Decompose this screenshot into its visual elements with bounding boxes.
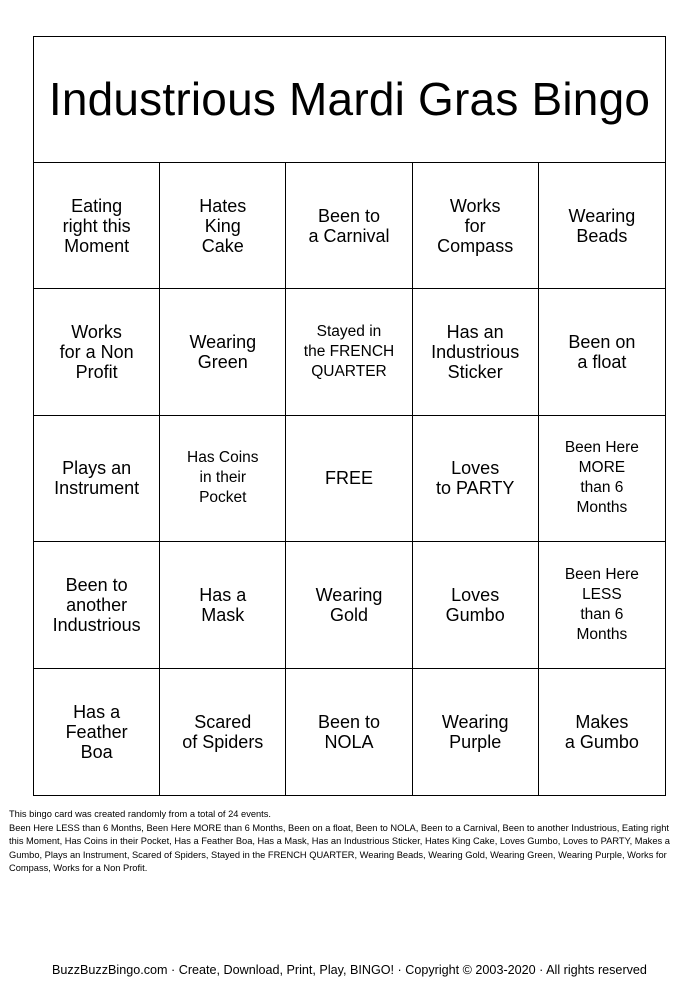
cell-text: Been to another Industrious: [52, 574, 141, 635]
bingo-cell: [286, 289, 412, 415]
bingo-cell: [160, 289, 286, 415]
bingo-cell: [413, 289, 539, 415]
bingo-cell: [286, 669, 412, 795]
cell-text: Been to a Carnival: [308, 205, 390, 246]
bingo-cell: [413, 416, 539, 542]
info-event-list: Been Here LESS than 6 Months, Been Here MORE than 6 Months, Been on a float, Been to NOLA, Been to a Carnival, Been to another Industrious, Eating right this Moment, Has Coins in their Pocket, Has a Feather Boa, Has a Mask, Has an Industrious Sticker, Hates King Cake, Loves Gumbo, Loves to PARTY, Makes a Gumbo, Plays an Instrument, Scared of Spiders, Stayed in the FRENCH QUARTER, Wearing Beads, Wearing Gold, Wearing Green, Wearing Purple, Works for Compass, Works for a Non Profit.: [9, 822, 670, 873]
bingo-card: [33, 36, 666, 796]
cell-text: Has a Feather Boa: [65, 701, 128, 762]
bingo-cell: [34, 542, 160, 668]
bingo-cell: [539, 163, 665, 289]
cell-text: Been Here MORE than 6 Months: [564, 439, 639, 517]
bingo-cell: [286, 163, 412, 289]
bingo-cell: [413, 163, 539, 289]
cell-text: Has a Mask: [199, 584, 247, 625]
cell-text: Works for Compass: [437, 195, 514, 256]
bingo-cell: [539, 669, 665, 795]
bingo-cell: [413, 542, 539, 668]
bingo-cell: [539, 416, 665, 542]
cell-text: Has an Industrious Sticker: [431, 322, 520, 383]
bingo-cell: [160, 163, 286, 289]
cell-text: Works for a Non Profit: [59, 322, 134, 383]
cell-text: Makes a Gumbo: [564, 711, 639, 752]
bingo-cell: [160, 542, 286, 668]
bingo-cell: [539, 542, 665, 668]
bingo-grid: [34, 163, 665, 795]
cell-text: Eating right this Moment: [62, 195, 131, 256]
free-cell: [286, 416, 412, 542]
cell-text: Been on a float: [568, 332, 636, 373]
card-info: [9, 808, 685, 876]
bingo-cell: [34, 289, 160, 415]
bingo-cell: [539, 289, 665, 415]
info-summary: This bingo card was created randomly from a total of 24 events.: [9, 809, 271, 819]
bingo-cell: [413, 669, 539, 795]
cell-text: Wearing Green: [189, 332, 257, 373]
bingo-cell: [34, 416, 160, 542]
footer-copyright: BuzzBuzzBingo.com · Create, Download, Print, Play, BINGO! · Copyright © 2003-2020 · All rights reserved: [52, 963, 647, 977]
bingo-cell: [286, 542, 412, 668]
cell-text: Plays an Instrument: [54, 458, 140, 499]
cell-text: Wearing Beads: [568, 205, 636, 246]
cell-text: Loves to PARTY: [436, 458, 515, 499]
bingo-cell: [160, 669, 286, 795]
cell-text: Been Here LESS than 6 Months: [564, 565, 639, 643]
cell-text: Loves Gumbo: [445, 584, 505, 625]
cell-text: Scared of Spiders: [182, 711, 264, 752]
cell-text: Stayed in the FRENCH QUARTER: [303, 323, 395, 381]
cell-text: FREE: [324, 468, 373, 489]
title-box: [34, 37, 665, 163]
cell-text: Been to NOLA: [317, 711, 381, 752]
cell-text: Hates King Cake: [199, 195, 247, 256]
bingo-cell: [34, 163, 160, 289]
bingo-cell: [160, 416, 286, 542]
cell-text: Wearing Gold: [315, 584, 383, 625]
bingo-cell: [34, 669, 160, 795]
cell-text: Has Coins in their Pocket: [187, 449, 259, 507]
cell-text: Wearing Purple: [441, 711, 509, 752]
card-title: Industrious Mardi Gras Bingo: [48, 72, 651, 125]
